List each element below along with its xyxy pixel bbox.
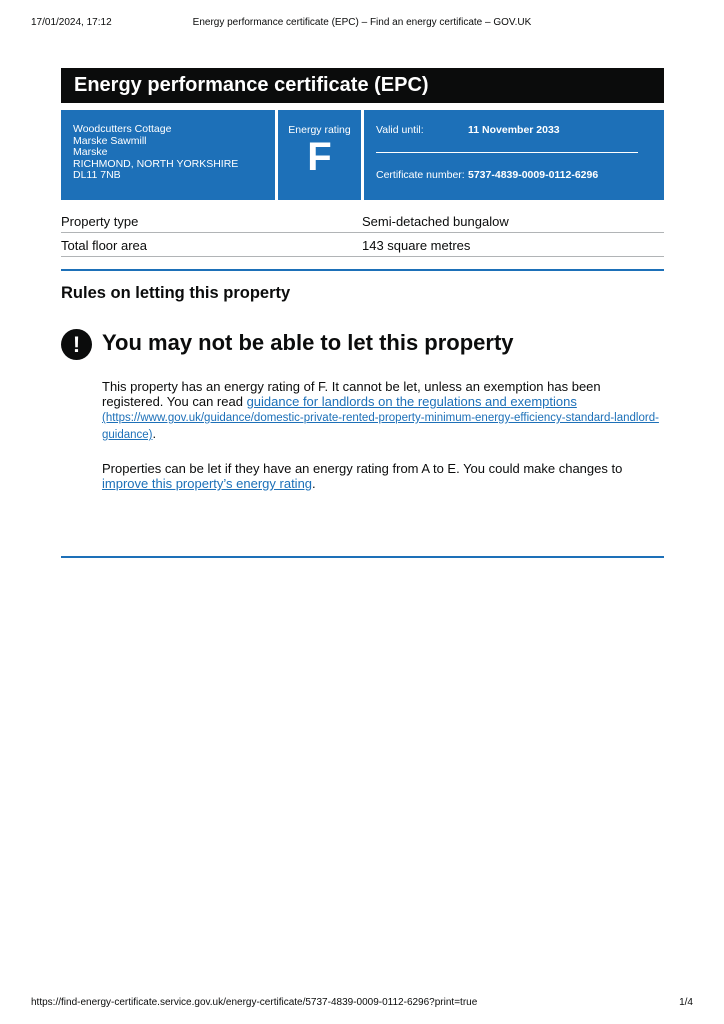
address-line: Marske Sawmill (73, 134, 147, 147)
letting-body (102, 379, 664, 491)
warning-text: You may not be able to let this property (102, 330, 514, 355)
print-datetime: 17/01/2024, 17:12 (31, 17, 112, 28)
landlord-guidance-link[interactable]: guidance for landlords on the regulations and exemptions (246, 394, 577, 409)
warning-callout (61, 329, 664, 363)
epc-summary (61, 110, 664, 200)
detail-key: Property type (61, 214, 139, 229)
address-line: Woodcutters Cottage (73, 123, 172, 135)
property-address (61, 110, 275, 200)
energy-rating-letter: F (307, 135, 332, 179)
certificate-number-value: 5737-4839-0009-0112-6296 (468, 169, 599, 181)
page-number: 1/4 (679, 997, 693, 1008)
address-line: Marske (73, 146, 108, 159)
page-title: Energy performance certificate (EPC) (61, 68, 664, 103)
detail-value: Semi-detached bungalow (362, 214, 509, 229)
address-line: DL11 7NB (73, 169, 121, 182)
detail-value: 143 square metres (362, 238, 471, 253)
exclamation-icon: ! (61, 329, 92, 360)
property-details-list (61, 209, 664, 257)
paragraph-end: . (152, 426, 157, 441)
valid-until-label: Valid until: (376, 124, 424, 136)
print-header (31, 17, 693, 31)
main-content (61, 68, 664, 558)
detail-row-property-type (61, 209, 664, 233)
print-document-title: Energy performance certificate (EPC) – Find an energy certificate – GOV.UK (192, 17, 532, 28)
improve-energy-rating-link[interactable]: improve this property’s energy rating (102, 476, 313, 491)
paragraph-text: Properties can be let if they have an energy rating from A to E. You could make changes to (102, 461, 623, 476)
detail-row-floor-area (61, 233, 664, 257)
meta-divider (376, 152, 638, 153)
address-line: RICHMOND, NORTH YORKSHIRE (73, 157, 239, 170)
energy-rating-panel (278, 110, 361, 200)
valid-until-value: 11 November 2033 (468, 124, 560, 136)
paragraph-text: This property has an energy rating of F. It cannot be let, unless an exemption has been registered. You can read (102, 379, 601, 409)
letting-rules-heading: Rules on letting this property (61, 284, 291, 302)
print-url: https://find-energy-certificate.service.gov.uk/energy-certificate/5737-4839-0009-0112-6296?print=true (31, 997, 478, 1008)
section-divider (61, 269, 664, 271)
paragraph-end: . (312, 476, 316, 491)
energy-rating-label: Energy rating (288, 124, 351, 136)
certificate-number-label: Certificate number: (376, 169, 465, 181)
section-divider (61, 556, 664, 558)
landlord-guidance-url[interactable]: (https://www.gov.uk/guidance/domestic-private-rented-property-minimum-energy-efficiency-standard-landlord-guidance) (102, 412, 659, 441)
certificate-meta (364, 110, 664, 200)
print-footer (31, 997, 693, 1011)
letting-paragraph-2 (102, 461, 664, 491)
letting-paragraph-1 (102, 379, 664, 443)
detail-key: Total floor area (61, 238, 147, 253)
